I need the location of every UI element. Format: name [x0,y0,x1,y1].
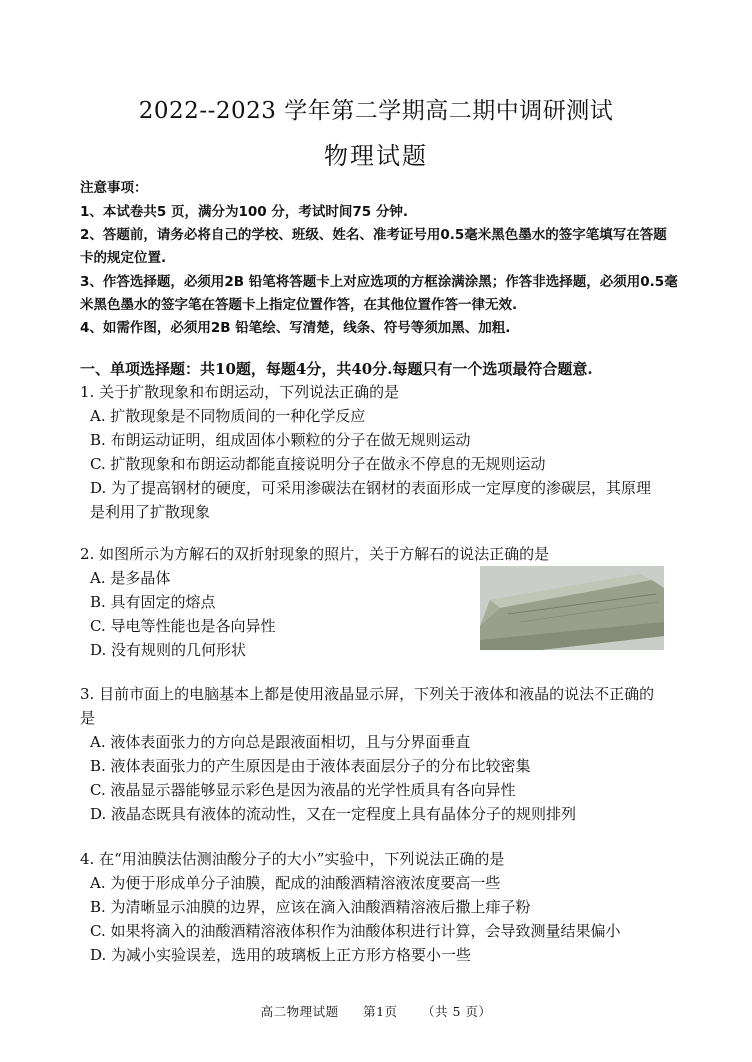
option-b: B. 布朗运动证明，组成固体小颗粒的分子在做无规则运动 [90,431,471,449]
option-d: D. 为了提高钢材的硬度，可采用渗碳法在钢材的表面形成一定厚度的渗碳层，其原理 [90,479,652,497]
option-d: D. 没有规则的几何形状 [90,641,247,659]
option-c: C. 导电等性能也是各向异性 [90,617,276,635]
notice-heading: 注意事项： [80,180,148,196]
notice-line: 卡的规定位置. [80,250,167,266]
notice-line: 2、答题前，请务必将自己的学校、班级、姓名、准考证号用0.5毫米黑色墨水的签字笔填写在答题 [80,227,667,243]
option-c: C. 如果将滴入的油酸酒精溶液体积作为油酸体积进行计算，会导致测量结果偏小 [90,922,621,940]
option-c: C. 液晶显示器能够显示彩色是因为液晶的光学性质具有各向异性 [90,781,516,799]
notice-line: 3、作答选择题，必须用2B 铅笔将答题卡上对应选项的方框涂满涂黑；作答非选择题，必须用0.5毫 [80,274,678,290]
section-heading: 一、单项选择题：共10题，每题4分，共40分.每题只有一个选项最符合题意. [80,360,593,378]
option-b: B. 液体表面张力的产生原因是由于液体表面层分子的分布比较密集 [90,757,531,775]
exam-title: 2022--2023 学年第二学期高二期中调研测试 [138,98,614,124]
question-stem: 4. 在“用油膜法估测油酸分子的大小”实验中，下列说法正确的是 [80,850,505,868]
option-d: D. 液晶态既具有液体的流动性，又在一定程度上具有晶体分子的规则排列 [90,805,577,823]
footer-subject: 高二物理试题 [260,1004,339,1019]
option-a: A. 液体表面张力的方向总是跟液面相切，且与分界面垂直 [90,733,471,751]
option-c: C. 扩散现象和布朗运动都能直接说明分子在做永不停息的无规则运动 [90,455,546,473]
exam-subject: 物理试题 [324,142,428,170]
option-b: B. 具有固定的熔点 [90,593,216,611]
question-stem-continued: 是 [80,709,96,727]
option-a: A. 为便于形成单分子油膜，配成的油酸酒精溶液浓度要高一些 [90,874,501,892]
option-d: D. 为减小实验误差，选用的玻璃板上正方形方格要小一些 [90,946,472,964]
footer-page-number: 第1页 [363,1004,398,1019]
option-a: A. 是多晶体 [90,569,171,587]
question-stem: 1. 关于扩散现象和布朗运动，下列说法正确的是 [80,383,400,401]
footer-total-pages: （共 5 页） [422,1004,492,1019]
notice-line: 米黑色墨水的签字笔在答题卡上指定位置作答，在其他位置作答一律无效. [80,297,518,313]
question-stem: 3. 目前市面上的电脑基本上都是使用液晶显示屏，下列关于液体和液晶的说法不正确的 [80,685,655,703]
calcite-photo [480,566,664,650]
page-footer [0,1002,752,1020]
option-b: B. 为清晰显示油膜的边界，应该在滴入油酸酒精溶液后撒上痱子粉 [90,898,531,916]
notice-line: 1、本试卷共5 页，满分为100 分，考试时间75 分钟. [80,204,408,220]
calcite-crystal-image [480,566,664,650]
question-stem: 2. 如图所示为方解石的双折射现象的照片，关于方解石的说法正确的是 [80,545,550,563]
option-a: A. 扩散现象是不同物质间的一种化学反应 [90,407,366,425]
notice-line: 4、如需作图，必须用2B 铅笔绘、写清楚，线条、符号等须加黑、加粗. [80,320,511,336]
option-d-continued: 是利用了扩散现象 [90,503,211,521]
